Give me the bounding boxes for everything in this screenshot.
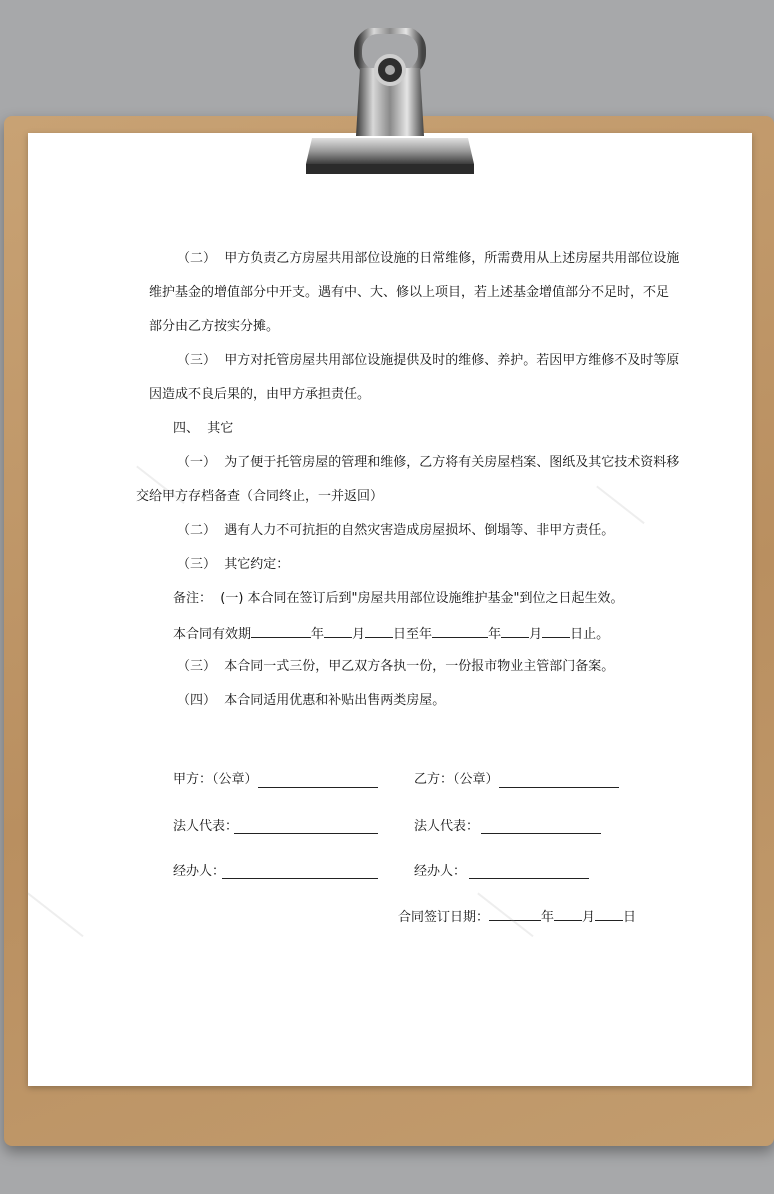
month-label: 月 xyxy=(529,627,543,642)
blank-field[interactable] xyxy=(432,624,488,638)
blank-field[interactable] xyxy=(365,624,393,638)
clause-3-line-1: （三） 甲方对托管房屋共用部位设施提供及时的维修、养护。若因甲方维修不及时等原 xyxy=(177,353,680,368)
party-b-rep-field[interactable] xyxy=(481,833,601,834)
blank-field[interactable] xyxy=(542,624,570,638)
party-b-agent-field[interactable] xyxy=(469,878,589,879)
binder-clip-icon xyxy=(300,28,476,178)
party-a-rep-field[interactable] xyxy=(234,833,378,834)
party-b-seal-label: 乙方：（公章） xyxy=(414,772,499,787)
day-to-year-label: 日至年 xyxy=(393,627,433,642)
party-a-seal-label: 甲方：（公章） xyxy=(173,772,258,787)
clause-3-line-2: 因造成不良后果的，由甲方承担责任。 xyxy=(149,387,371,402)
sign-month-field[interactable] xyxy=(554,907,582,921)
copies-line: （三） 本合同一式三份，甲乙双方各执一份，一份报市物业主管部门备案。 xyxy=(177,659,615,674)
validity-label: 本合同有效期 xyxy=(173,627,252,642)
sign-day-label: 日 xyxy=(623,910,637,925)
party-b-agent-label: 经办人： xyxy=(414,864,467,879)
party-a-agent-label: 经办人： xyxy=(173,864,226,879)
year-label: 年 xyxy=(311,627,325,642)
year-label: 年 xyxy=(488,627,502,642)
other-2-line: （二） 遇有人力不可抗拒的自然灾害造成房屋损坏、倒塌等、非甲方责任。 xyxy=(177,523,615,538)
other-1-line-1: （一） 为了便于托管房屋的管理和维修，乙方将有关房屋档案、图纸及其它技术资料移 xyxy=(177,455,680,470)
applicability-line: （四） 本合同适用优惠和补贴出售两类房屋。 xyxy=(177,693,446,708)
document-page xyxy=(28,133,752,1086)
party-a-rep-label: 法人代表： xyxy=(173,819,239,834)
blank-field[interactable] xyxy=(251,624,311,638)
day-end-label: 日止。 xyxy=(570,627,610,642)
party-b-seal-field[interactable] xyxy=(499,787,619,788)
remark-line: 备注： (一) 本合同在签订后到"房屋共用部位设施维护基金"到位之日起生效。 xyxy=(173,591,624,606)
watermark xyxy=(22,893,83,944)
sign-year-label: 年 xyxy=(541,910,555,925)
other-3-line: （三） 其它约定： xyxy=(177,557,290,572)
blank-field[interactable] xyxy=(501,624,529,638)
party-a-seal-field[interactable] xyxy=(258,787,378,788)
clause-2-line-3: 部分由乙方按实分摊。 xyxy=(149,319,280,334)
section-4-heading: 四、 其它 xyxy=(173,421,234,436)
party-a-agent-field[interactable] xyxy=(222,878,378,879)
clause-2-line-2: 维护基金的增值部分中开支。遇有中、大、修以上项目，若上述基金增值部分不足时，不足 xyxy=(149,285,670,300)
month-label: 月 xyxy=(352,627,366,642)
other-1-line-2: 交给甲方存档备查（合同终止，一并返回） xyxy=(136,489,384,504)
blank-field[interactable] xyxy=(324,624,352,638)
sign-date-label: 合同签订日期： xyxy=(398,910,490,925)
clause-2-line-1: （二） 甲方负责乙方房屋共用部位设施的日常维修，所需费用从上述房屋共用部位设施 xyxy=(177,251,680,266)
party-b-rep-label: 法人代表： xyxy=(414,819,480,834)
sign-month-label: 月 xyxy=(582,910,596,925)
sign-day-field[interactable] xyxy=(595,907,623,921)
validity-line xyxy=(173,624,609,644)
